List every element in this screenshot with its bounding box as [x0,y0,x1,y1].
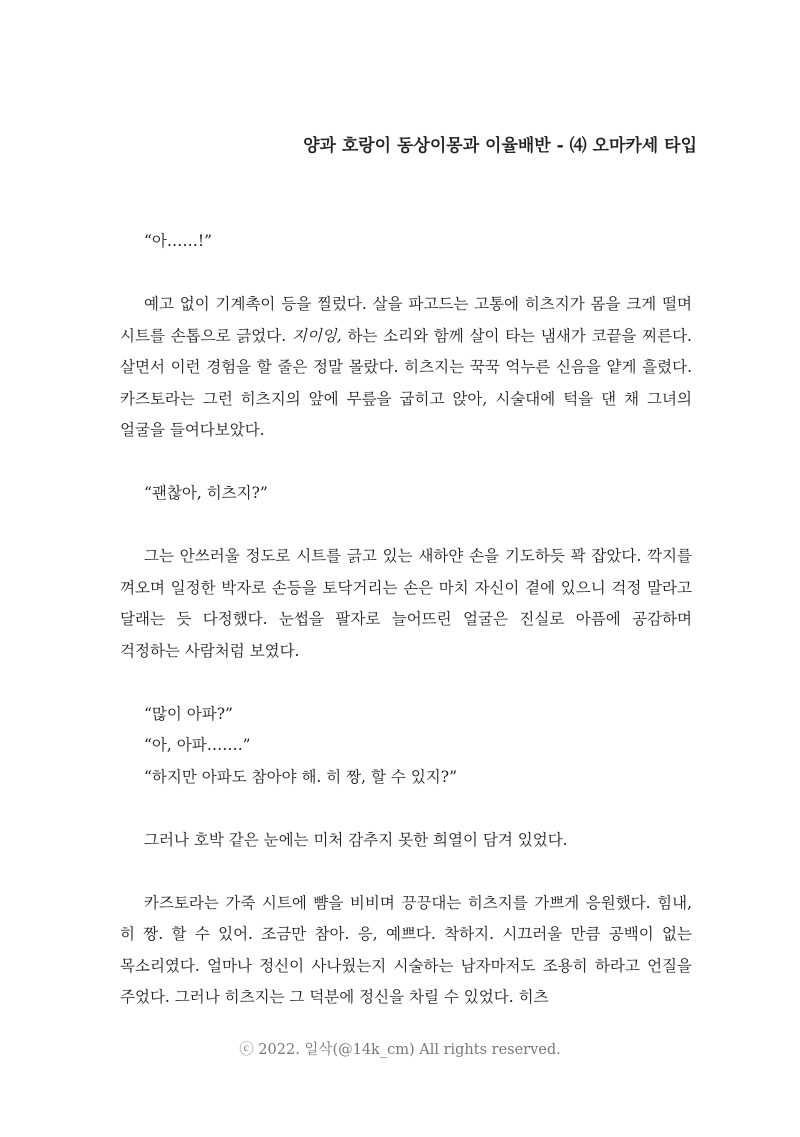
dialogue-line: “괜찮아, 히츠지?” [144,484,268,502]
page-title: 양과 호랑이 동상이몽과 이율배반 - ⑷ 오마카세 타입 [303,136,697,156]
paragraph-gap [120,856,692,888]
paragraph [120,289,692,447]
paragraph-gap [120,667,692,699]
paragraph: 그는 안쓰러울 정도로 시트를 긁고 있는 새하얀 손을 기도하듯 꽉 잡았다. 깍지를 껴오며 일정한 박자로 손등을 토닥거리는 손은 마치 자신이 곁에 있으니 걱정 말라고 달래는 듯 다정했다. 눈썹을 팔자로 늘어뜨린 얼굴은 진실로 아픔에 공감하며 걱정하는 사람처럼 보였다. [120,547,692,660]
paragraph-text: 예고 없이 기계촉이 등을 찔렀다. 살을 파고드는 고통에 히츠지가 몸을 크게 떨며 시트를 손톱으로 긁었다. [120,295,692,345]
paragraph: 그러나 호박 같은 눈에는 미처 감추지 못한 희열이 담겨 있었다. [144,830,568,849]
body-text [120,226,692,1014]
paragraph-gap [120,447,692,479]
dialogue-line: “아……!” [144,232,213,250]
copyright-footer: ⓒ 2022. 일삭(@14k_cm) All rights reserved. [239,1042,561,1058]
dialogue-line: “많이 아파?” [144,704,233,723]
paragraph-gap [120,793,692,825]
paragraph-gap [120,258,692,290]
sound-effect-text: 지이잉, [291,326,342,345]
dialogue-line: “하지만 아파도 참아야 해. 히 짱, 할 수 있지?” [144,767,457,786]
paragraph: 카즈토라는 가죽 시트에 뺨을 비비며 끙끙대는 히츠지를 가쁘게 응원했다. 힘내, 히 짱. 할 수 있어. 조금만 참아. 응, 예쁘다. 착하지. 시끄러울 만큼 공백이 없는 목소리였다. 얼마나 정신이 사나웠는지 시술하는 남자마저도 조용히 하라고 언질을 주었다. 그러나 히츠지는 그 덕분에 정신을 차릴 수 있었다. 히츠 [120,893,692,1006]
dialogue-line: “아, 아파…….” [144,736,251,754]
paragraph-text: 하는 소리와 함께 살이 타는 냄새가 코끝을 찌른다. 살면서 이런 경험을 할 줄은 정말 몰랐다. 히츠지는 꾹꾹 억누른 신음을 얕게 흘렸다. 카즈토라는 그런 히츠지의 앞에 무릎을 굽히고 앉아, 시술대에 턱을 댄 채 그녀의 얼굴을 들여다보았다. [120,326,692,439]
paragraph-gap [120,510,692,542]
